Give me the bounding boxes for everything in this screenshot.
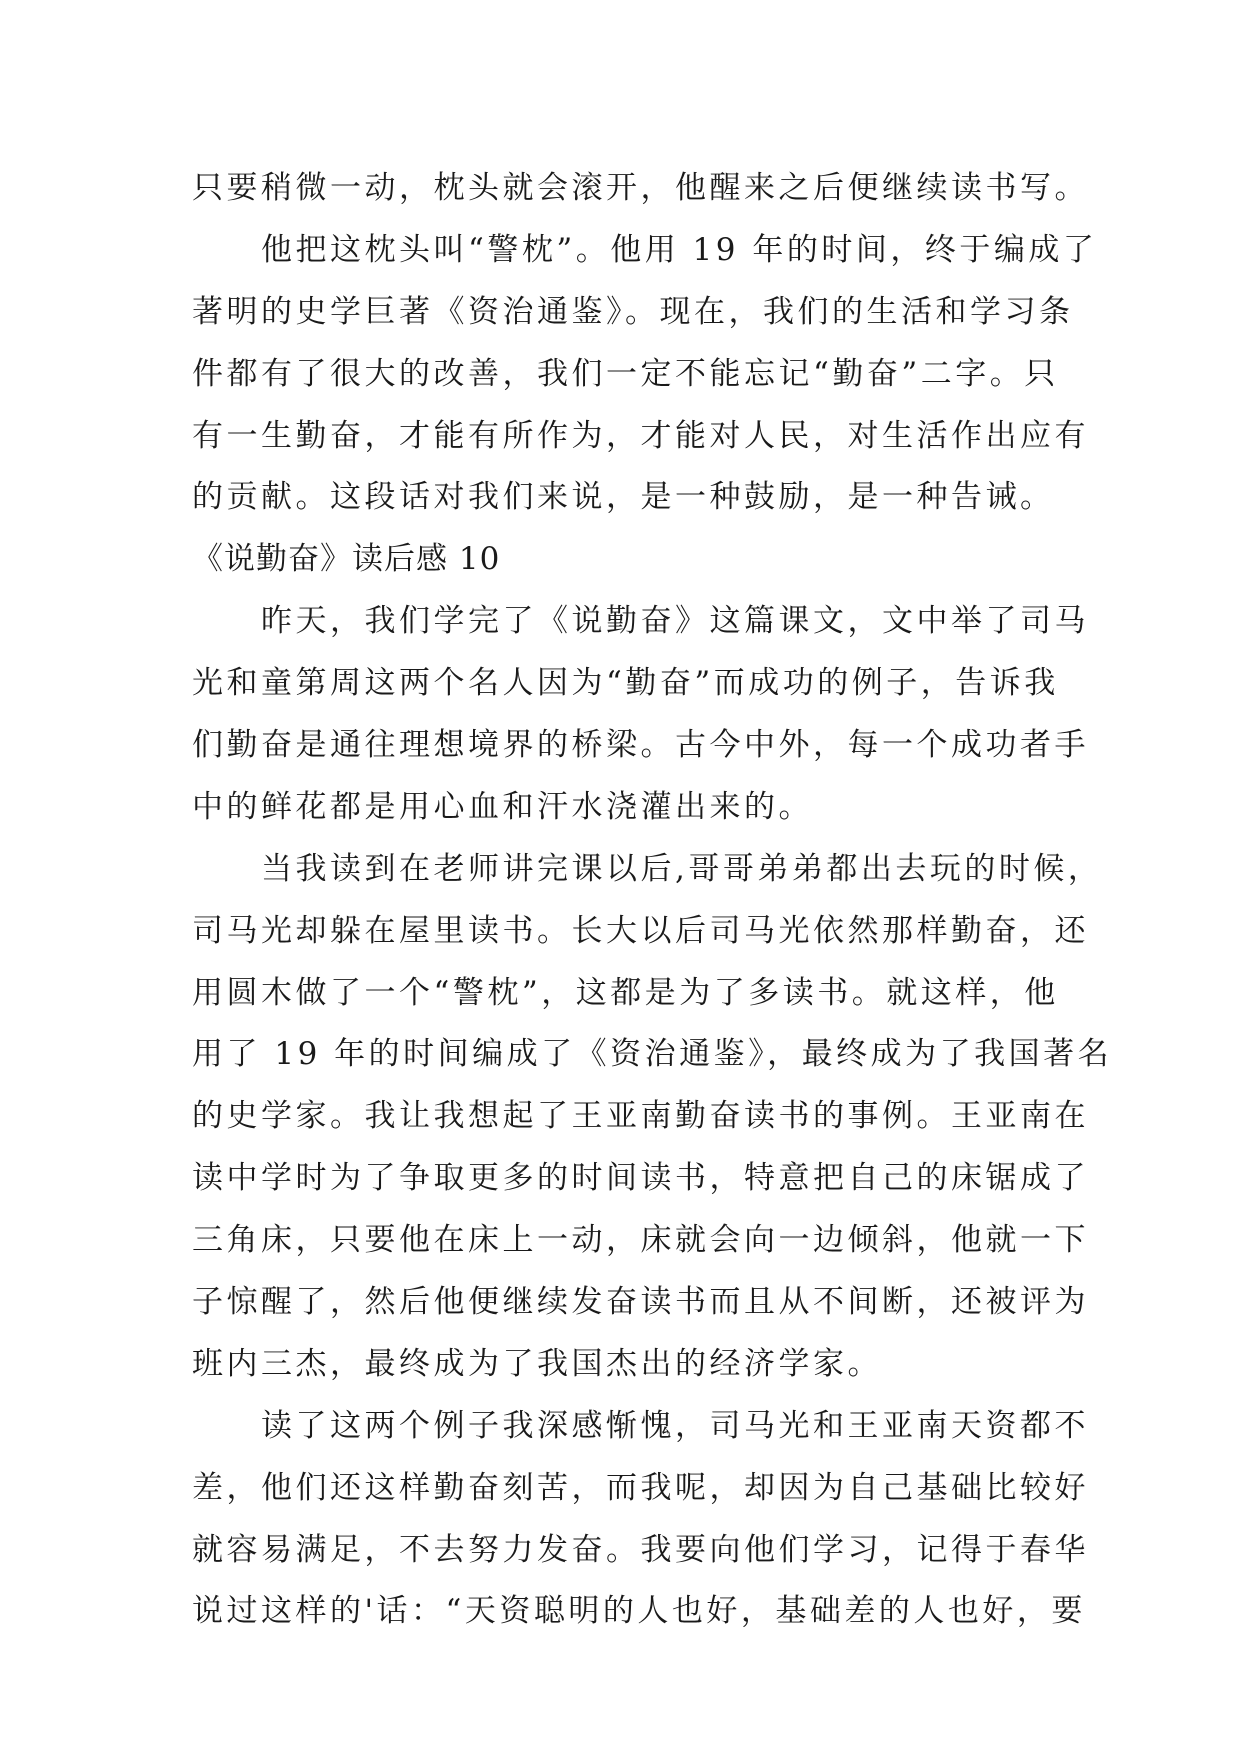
text-line: 著明的史学巨著《资治通鉴》。现在，我们的生活和学习条 (192, 293, 1074, 330)
text-line: 光和童第周这两个名人因为“勤奋”而成功的例子，告诉我 (192, 665, 1059, 702)
text-line: 差，他们还这样勤奋刻苦，而我呢，却因为自己基础比较好 (192, 1469, 1089, 1506)
text-line: 用圆木做了一个“警枕”，这都是为了多读书。就这样，他 (192, 974, 1059, 1011)
text-line: 读了这两个例子我深感惭愧，司马光和王亚南天资都不 (192, 1407, 1089, 1444)
text-line: 用了 19 年的时间编成了《资治通鉴》，最终成为了我国著名 (192, 1036, 1113, 1073)
text-line: 说过这样的'话：“天资聪明的人也好，基础差的人也好，要 (192, 1593, 1086, 1630)
text-line: 三角床，只要他在床上一动，床就会向一边倾斜，他就一下 (192, 1222, 1089, 1259)
text-line: 昨天，我们学完了《说勤奋》这篇课文，文中举了司马 (192, 603, 1089, 640)
text-line: 只要稍微一动，枕头就会滚开，他醒来之后便继续读书写。 (192, 170, 1089, 206)
text-line: 的贡献。这段话对我们来说，是一种鼓励，是一种告诫。 (192, 479, 1055, 516)
text-line: 就容易满足，不去努力发奋。我要向他们学习，记得于春华 (192, 1531, 1089, 1568)
text-line: 的史学家。我让我想起了王亚南勤奋读书的事例。王亚南在 (192, 1098, 1089, 1135)
text-line: 有一生勤奋，才能有所作为，才能对人民，对生活作出应有 (192, 417, 1089, 454)
body-text (192, 158, 1113, 1643)
text-line: 中的鲜花都是用心血和汗水浇灌出来的。 (192, 788, 813, 825)
text-line: 他把这枕头叫“警枕”。他用 19 年的时间，终于编成了 (192, 231, 1098, 268)
text-line: 司马光却躲在屋里读书。长大以后司马光依然那样勤奋，还 (192, 912, 1089, 949)
text-line: 们勤奋是通往理想境界的桥梁。古今中外，每一个成功者手 (192, 727, 1089, 764)
text-line: 读中学时为了争取更多的时间读书，特意把自己的床锯成了 (192, 1160, 1089, 1197)
text-line: 班内三杰，最终成为了我国杰出的经济学家。 (192, 1345, 882, 1382)
section-heading: 《说勤奋》读后感 10 (192, 541, 501, 578)
text-line: 件都有了很大的改善，我们一定不能忘记“勤奋”二字。只 (192, 355, 1059, 392)
text-line: 子惊醒了，然后他便继续发奋读书而且从不间断，还被评为 (192, 1284, 1089, 1321)
text-line: 当我读到在老师讲完课以后,哥哥弟弟都出去玩的时候， (192, 850, 1103, 887)
